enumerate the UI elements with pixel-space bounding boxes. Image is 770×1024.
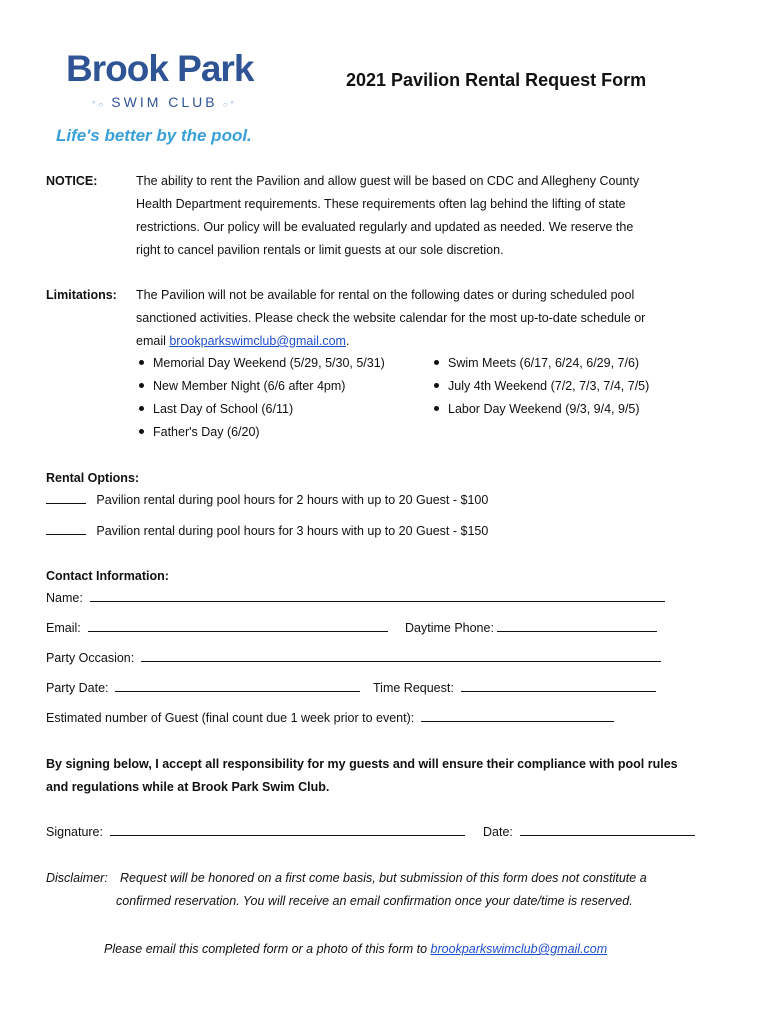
limitations-right-list [434, 352, 649, 421]
time-row [373, 677, 656, 700]
notice-text [136, 170, 639, 262]
agreement-line: and regulations while at Brook Park Swim Club. [46, 780, 330, 794]
disclaimer-line: Request will be honored on a first come basis, but submission of this form does not constitute a [120, 871, 647, 885]
phone-row [405, 617, 657, 640]
agreement-line: By signing below, I accept all responsibility for my guests and will ensure their compliance with pool rules [46, 757, 678, 771]
bubbles-icon: ○° [217, 100, 237, 109]
limitations-line: The Pavilion will not be available for rental on the following dates or during scheduled pool [136, 288, 635, 302]
list-item [139, 352, 385, 375]
list-item [434, 398, 649, 421]
occasion-field[interactable] [141, 647, 661, 662]
rental-option-1 [46, 489, 488, 512]
limitations-text [136, 284, 645, 353]
notice-label: NOTICE: [46, 174, 98, 188]
list-item [139, 421, 385, 444]
list-item-text: Labor Day Weekend (9/3, 9/4, 9/5) [448, 402, 640, 416]
list-item [434, 352, 649, 375]
occasion-label: Party Occasion: [46, 651, 135, 665]
rental-heading: Rental Options: [46, 471, 140, 485]
contact-heading: Contact Information: [46, 569, 169, 583]
logo-brand-main: Brook Park [66, 48, 254, 89]
logo-brand-sub [92, 94, 237, 110]
bubbles-icon: °○ [92, 100, 112, 109]
email-label: Email: [46, 621, 81, 635]
bullet-icon [434, 383, 439, 388]
disclaimer-text [116, 867, 647, 913]
email-row [46, 617, 388, 640]
rental-option-text: Pavilion rental during pool hours for 2 hours with up to 20 Guest - $100 [96, 493, 489, 507]
list-item [139, 375, 385, 398]
phone-label: Daytime Phone: [405, 621, 494, 635]
phone-field[interactable] [497, 617, 657, 632]
limitations-label: Limitations: [46, 288, 117, 302]
time-label: Time Request: [373, 681, 454, 695]
signature-row [46, 821, 465, 844]
rental-option-2 [46, 520, 488, 543]
disclaimer-label: Disclaimer: [46, 871, 108, 885]
limitations-email-link[interactable]: brookparkswimclub@gmail.com [169, 334, 346, 348]
email-prefix: email [136, 334, 170, 348]
list-item-text: Swim Meets (6/17, 6/24, 6/29, 7/6) [448, 356, 640, 370]
guests-field[interactable] [421, 707, 614, 722]
logo-sub-text: SWIM CLUB [111, 94, 218, 110]
bullet-icon [139, 383, 144, 388]
party-date-row [46, 677, 360, 700]
signature-date-row [483, 821, 695, 844]
bullet-icon [434, 360, 439, 365]
bullet-icon [139, 429, 144, 434]
agreement-text [46, 753, 678, 799]
signature-date-label: Date: [483, 825, 513, 839]
list-item-text: Memorial Day Weekend (5/29, 5/30, 5/31) [153, 356, 385, 370]
bullet-icon [139, 360, 144, 365]
party-date-label: Party Date: [46, 681, 109, 695]
list-item [139, 398, 385, 421]
footer-text: Please email this completed form or a photo of this form to [104, 942, 431, 956]
email-field[interactable] [88, 617, 388, 632]
notice-line: restrictions. Our policy will be evaluated regularly and updated as needed. We reserve the [136, 220, 634, 234]
time-field[interactable] [461, 677, 656, 692]
party-date-field[interactable] [115, 677, 360, 692]
form-title: 2021 Pavilion Rental Request Form [346, 70, 647, 90]
list-item [434, 375, 649, 398]
logo-tagline: Life's better by the pool. [56, 126, 252, 145]
list-item-text: New Member Night (6/6 after 4pm) [153, 379, 346, 393]
notice-line: Health Department requirements. These requirements often lag behind the lifting of state [136, 197, 626, 211]
signature-label: Signature: [46, 825, 103, 839]
limitations-email-line [136, 330, 645, 353]
signature-field[interactable] [110, 821, 465, 836]
list-item-text: Father's Day (6/20) [153, 425, 260, 439]
email-suffix: . [345, 334, 350, 348]
guests-label: Estimated number of Guest (final count due 1 week prior to event): [46, 711, 415, 725]
name-label: Name: [46, 591, 83, 605]
guests-row [46, 707, 614, 730]
footer-email-link[interactable]: brookparkswimclub@gmail.com [430, 942, 608, 956]
notice-line: The ability to rent the Pavilion and allow guest will be based on CDC and Allegheny County [136, 174, 640, 188]
limitations-left-list [139, 352, 385, 444]
list-item-text: Last Day of School (6/11) [153, 402, 294, 416]
limitations-line: sanctioned activities. Please check the website calendar for the most up-to-date schedule or [136, 311, 646, 325]
rental-option-2-blank[interactable] [46, 520, 86, 535]
rental-option-text: Pavilion rental during pool hours for 3 hours with up to 20 Guest - $150 [96, 524, 489, 538]
disclaimer-line: confirmed reservation. You will receive an email confirmation once your date/time is reserved. [116, 894, 633, 908]
occasion-row [46, 647, 661, 670]
rental-option-1-blank[interactable] [46, 489, 86, 504]
name-field[interactable] [90, 587, 665, 602]
notice-line: right to cancel pavilion rentals or limit guests at our sole discretion. [136, 243, 504, 257]
signature-date-field[interactable] [520, 821, 695, 836]
name-row [46, 587, 665, 610]
list-item-text: July 4th Weekend (7/2, 7/3, 7/4, 7/5) [448, 379, 650, 393]
footer [104, 938, 607, 961]
bullet-icon [139, 406, 144, 411]
bullet-icon [434, 406, 439, 411]
